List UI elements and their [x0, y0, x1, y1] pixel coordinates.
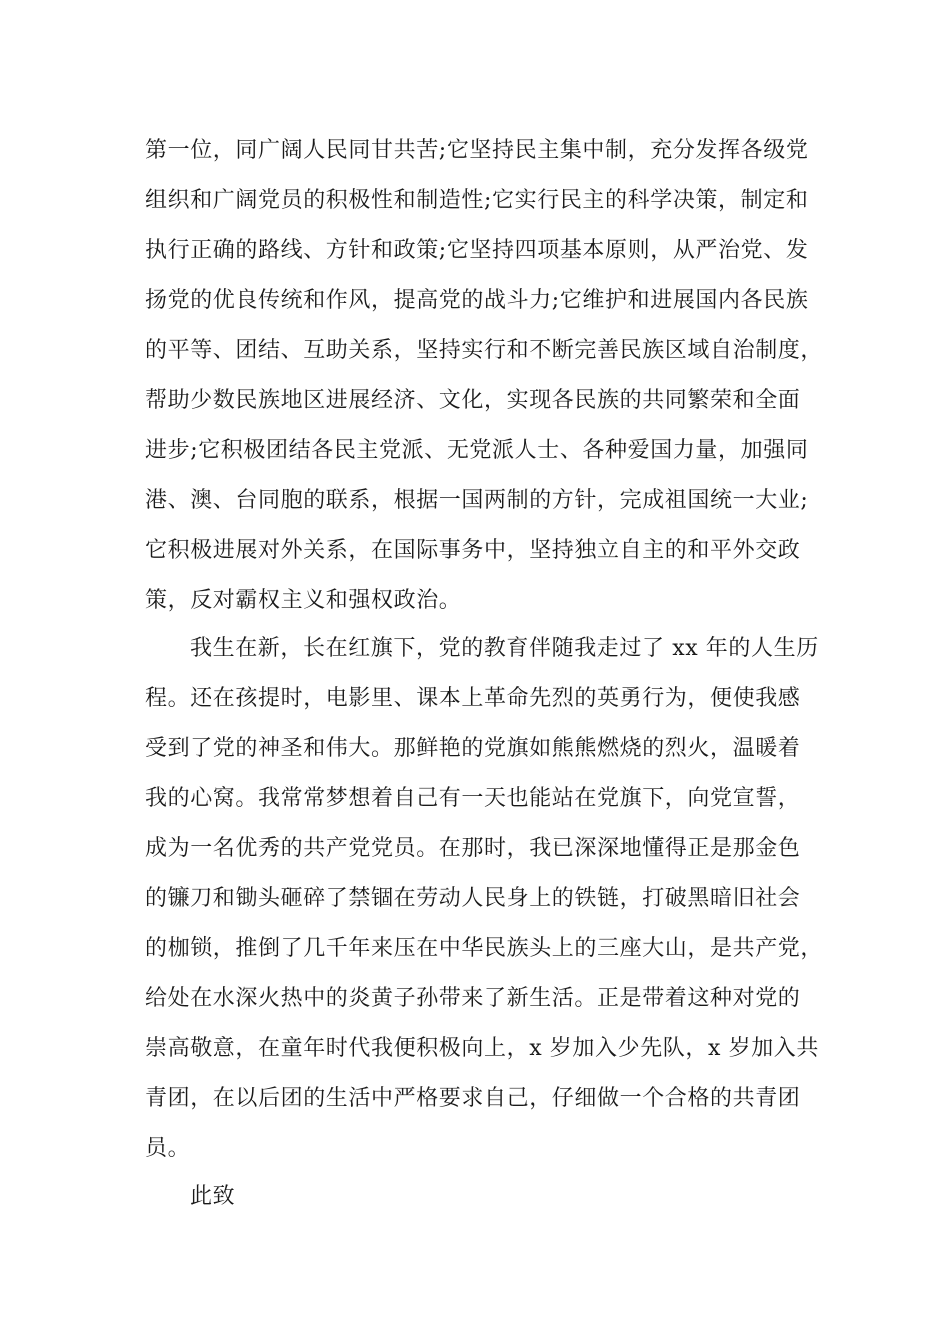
paragraph-2-line: 崇高敬意，在童年时代我便积极向上，x 岁加入少先队，x 岁加入共	[145, 1036, 820, 1061]
paragraph-2-line: 的镰刀和锄头砸碎了禁锢在劳动人民身上的铁链，打破黑暗旧社会	[145, 886, 801, 911]
paragraph-2-line: 受到了党的神圣和伟大。那鲜艳的党旗如熊熊燃烧的烈火，温暖着	[145, 736, 801, 761]
paragraph-1-line: 策，反对霸权主义和强权政治。	[145, 588, 462, 613]
paragraph-1-line: 执行正确的路线、方针和政策;它坚持四项基本原则，从严治党、发	[145, 238, 809, 263]
paragraph-2-line: 的枷锁，推倒了几千年来压在中华民族头上的三座大山，是共产党，	[145, 936, 824, 961]
paragraph-2-line: 员。	[145, 1136, 191, 1161]
paragraph-1-line: 扬党的优良传统和作风，提高党的战斗力;它维护和进展国内各民族	[145, 288, 809, 313]
paragraph-2-line: 青团，在以后团的生活中严格要求自己，仔细做一个合格的共青团	[145, 1086, 801, 1111]
paragraph-1-line: 它积极进展对外关系，在国际事务中，坚持独立自主的和平外交政	[145, 538, 801, 563]
paragraph-1-line: 第一位，同广阔人民同甘共苦;它坚持民主集中制，充分发挥各级党	[145, 138, 809, 163]
paragraph-2-line: 我生在新，长在红旗下，党的教育伴随我走过了 xx 年的人生历	[190, 636, 819, 661]
paragraph-2-line: 我的心窝。我常常梦想着自己有一天也能站在党旗下，向党宣誓，	[145, 786, 801, 811]
paragraph-1-line: 的平等、团结、互助关系，坚持实行和不断完善民族区域自治制度，	[145, 338, 824, 363]
paragraph-2-line: 成为一名优秀的共产党党员。在那时，我已深深地懂得正是那金色	[145, 836, 801, 861]
paragraph-1-line: 帮助少数民族地区进展经济、文化，实现各民族的共同繁荣和全面	[145, 388, 801, 413]
paragraph-2-line: 程。还在孩提时，电影里、课本上革命先烈的英勇行为，便使我感	[145, 686, 801, 711]
paragraph-1-line: 进步;它积极团结各民主党派、无党派人士、各种爱国力量，加强同	[145, 438, 809, 463]
paragraph-1-line: 港、澳、台同胞的联系，根据一国两制的方针，完成祖国统一大业;	[145, 488, 809, 513]
paragraph-1-line: 组织和广阔党员的积极性和制造性;它实行民主的科学决策，制定和	[145, 188, 809, 213]
paragraph-2-line: 给处在水深火热中的炎黄子孙带来了新生活。正是带着这种对党的	[145, 986, 801, 1011]
closing-salutation: 此致	[190, 1184, 236, 1209]
